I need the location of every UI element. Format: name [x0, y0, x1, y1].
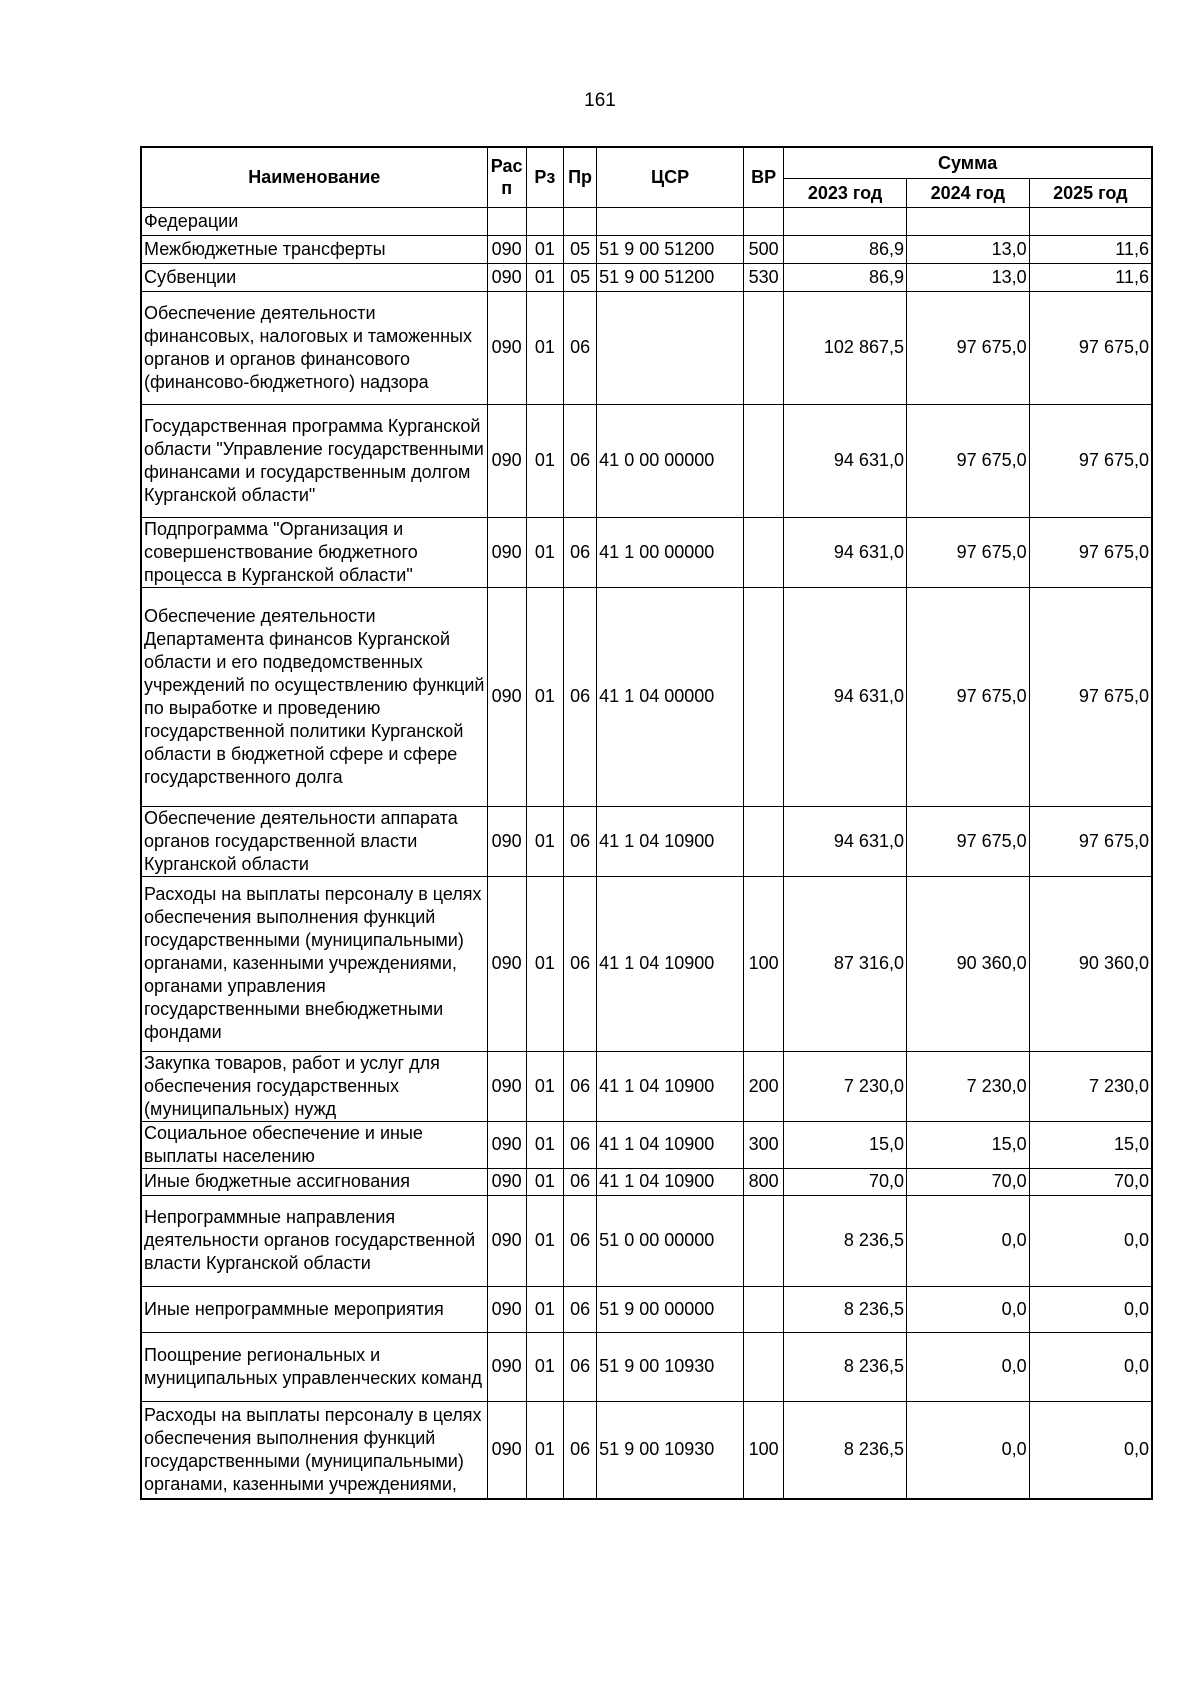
cell-name: Иные непрограммные мероприятия: [141, 1286, 487, 1332]
cell-2023: 94 631,0: [784, 587, 907, 806]
cell-2024: 7 230,0: [906, 1051, 1029, 1121]
cell-csr: 41 1 04 10900: [597, 876, 744, 1051]
cell-pr: 06: [563, 876, 596, 1051]
cell-vr: [744, 1195, 784, 1286]
cell-vr: 530: [744, 263, 784, 291]
cell-rasp: 090: [487, 1332, 526, 1401]
cell-pr: 06: [563, 1286, 596, 1332]
cell-rz: 01: [526, 1195, 563, 1286]
page-number: 161: [584, 90, 616, 111]
cell-2023: 8 236,5: [784, 1332, 907, 1401]
cell-vr: 500: [744, 235, 784, 263]
header-2023: 2023 год: [784, 178, 907, 207]
cell-name: Расходы на выплаты персоналу в целях обеспечения выполнения функций государственными (муниципальными) органами, казенными учреждениями,: [141, 1401, 487, 1499]
cell-rasp: 090: [487, 404, 526, 517]
cell-2024: 0,0: [906, 1332, 1029, 1401]
header-vr: ВР: [744, 147, 784, 207]
cell-pr: 06: [563, 587, 596, 806]
cell-2024: 97 675,0: [906, 291, 1029, 404]
cell-2024: 0,0: [906, 1286, 1029, 1332]
cell-rz: 01: [526, 587, 563, 806]
cell-rz: 01: [526, 404, 563, 517]
cell-2024: 0,0: [906, 1195, 1029, 1286]
cell-csr: 51 9 00 51200: [597, 235, 744, 263]
cell-2023: 7 230,0: [784, 1051, 907, 1121]
cell-pr: 06: [563, 404, 596, 517]
cell-vr: [744, 404, 784, 517]
table-row: [141, 517, 1152, 587]
header-rasp-line2: п: [501, 178, 513, 199]
cell-pr: 05: [563, 263, 596, 291]
cell-name: Закупка товаров, работ и услуг для обеспечения государственных (муниципальных) нужд: [141, 1051, 487, 1121]
table-row: [141, 1286, 1152, 1332]
cell-pr: 06: [563, 517, 596, 587]
table-row: [141, 1051, 1152, 1121]
header-sum: Сумма: [784, 147, 1152, 178]
cell-csr: 51 9 00 00000: [597, 1286, 744, 1332]
cell-2023: 94 631,0: [784, 517, 907, 587]
cell-2025: 11,6: [1029, 263, 1152, 291]
cell-2025: 97 675,0: [1029, 587, 1152, 806]
cell-rasp: 090: [487, 1195, 526, 1286]
cell-vr: 200: [744, 1051, 784, 1121]
cell-csr: 41 1 00 00000: [597, 517, 744, 587]
cell-vr: [744, 1332, 784, 1401]
cell-name: Поощрение региональных и муниципальных управленческих команд: [141, 1332, 487, 1401]
cell-rz: [526, 207, 563, 235]
cell-vr: [744, 1286, 784, 1332]
table-row: [141, 876, 1152, 1051]
cell-2023: 94 631,0: [784, 404, 907, 517]
cell-csr: 41 1 04 00000: [597, 587, 744, 806]
cell-name: Обеспечение деятельности финансовых, налоговых и таможенных органов и органов финансового (финансово-бюджетного) надзора: [141, 291, 487, 404]
cell-2024: 97 675,0: [906, 587, 1029, 806]
cell-name: Межбюджетные трансферты: [141, 235, 487, 263]
cell-rasp: 090: [487, 1286, 526, 1332]
cell-vr: 100: [744, 1401, 784, 1499]
cell-rasp: 090: [487, 1121, 526, 1168]
cell-2023: 70,0: [784, 1168, 907, 1195]
cell-name: Расходы на выплаты персоналу в целях обеспечения выполнения функций государственными (муниципальными) органами, казенными учреждениями, органами управления государственными внебюджетными фондами: [141, 876, 487, 1051]
cell-2024: 0,0: [906, 1401, 1029, 1499]
cell-rz: 01: [526, 1401, 563, 1499]
cell-2023: 8 236,5: [784, 1195, 907, 1286]
cell-vr: [744, 207, 784, 235]
cell-2023: 86,9: [784, 235, 907, 263]
header-name: Наименование: [141, 147, 487, 207]
table-row: [141, 263, 1152, 291]
cell-vr: [744, 806, 784, 876]
header-csr: ЦСР: [597, 147, 744, 207]
cell-2024: 15,0: [906, 1121, 1029, 1168]
table-row: [141, 235, 1152, 263]
cell-rasp: 090: [487, 587, 526, 806]
table-row: [141, 207, 1152, 235]
cell-2023: [784, 207, 907, 235]
table-row: [141, 1121, 1152, 1168]
cell-name: Непрограммные направления деятельности органов государственной власти Курганской области: [141, 1195, 487, 1286]
header-rasp-line1: Рас: [490, 156, 523, 177]
cell-csr: 51 9 00 10930: [597, 1332, 744, 1401]
cell-2024: [906, 207, 1029, 235]
table-body: [141, 207, 1152, 1499]
cell-pr: 06: [563, 1332, 596, 1401]
cell-pr: 06: [563, 806, 596, 876]
cell-pr: [563, 207, 596, 235]
cell-name: Государственная программа Курганской области "Управление государственными финансами и государственным долгом Курганской области": [141, 404, 487, 517]
cell-vr: 100: [744, 876, 784, 1051]
table-row: [141, 291, 1152, 404]
cell-name: Обеспечение деятельности аппарата органов государственной власти Курганской области: [141, 806, 487, 876]
cell-csr: 51 9 00 51200: [597, 263, 744, 291]
cell-2023: 15,0: [784, 1121, 907, 1168]
cell-rasp: 090: [487, 235, 526, 263]
cell-csr: [597, 291, 744, 404]
cell-rasp: [487, 207, 526, 235]
cell-2025: [1029, 207, 1152, 235]
cell-rz: 01: [526, 1286, 563, 1332]
cell-2024: 70,0: [906, 1168, 1029, 1195]
cell-2023: 102 867,5: [784, 291, 907, 404]
cell-name: Федерации: [141, 207, 487, 235]
cell-name: Подпрограмма "Организация и совершенствование бюджетного процесса в Курганской области": [141, 517, 487, 587]
table-row: [141, 404, 1152, 517]
cell-rasp: 090: [487, 517, 526, 587]
cell-2025: 7 230,0: [1029, 1051, 1152, 1121]
cell-rz: 01: [526, 1051, 563, 1121]
cell-rz: 01: [526, 806, 563, 876]
table-row: [141, 1332, 1152, 1401]
cell-vr: [744, 587, 784, 806]
cell-rz: 01: [526, 1332, 563, 1401]
table-row: [141, 1401, 1152, 1499]
table-row: [141, 1195, 1152, 1286]
table-row: [141, 806, 1152, 876]
cell-2024: 13,0: [906, 235, 1029, 263]
table-row: [141, 1168, 1152, 1195]
cell-2025: 0,0: [1029, 1401, 1152, 1499]
cell-2025: 0,0: [1029, 1286, 1152, 1332]
cell-rz: 01: [526, 1121, 563, 1168]
cell-csr: 41 1 04 10900: [597, 806, 744, 876]
cell-pr: 05: [563, 235, 596, 263]
cell-rasp: 090: [487, 876, 526, 1051]
cell-2025: 70,0: [1029, 1168, 1152, 1195]
cell-2025: 97 675,0: [1029, 291, 1152, 404]
cell-rz: 01: [526, 1168, 563, 1195]
cell-2024: 97 675,0: [906, 404, 1029, 517]
cell-csr: 51 0 00 00000: [597, 1195, 744, 1286]
cell-rz: 01: [526, 235, 563, 263]
budget-table: [140, 146, 1153, 1500]
cell-name: Обеспечение деятельности Департамента финансов Курганской области и его подведомственных учреждений по осуществлению функций по выработке и проведению государственной политики Курганской области в бюджетной сфере и сфере государственного долга: [141, 587, 487, 806]
cell-rz: 01: [526, 876, 563, 1051]
cell-rasp: 090: [487, 1401, 526, 1499]
cell-vr: 800: [744, 1168, 784, 1195]
cell-name: Субвенции: [141, 263, 487, 291]
cell-2025: 11,6: [1029, 235, 1152, 263]
cell-2025: 90 360,0: [1029, 876, 1152, 1051]
cell-rasp: 090: [487, 806, 526, 876]
cell-pr: 06: [563, 291, 596, 404]
cell-vr: [744, 517, 784, 587]
header-2024: 2024 год: [906, 178, 1029, 207]
header-rasp: [487, 147, 526, 207]
cell-2025: 97 675,0: [1029, 517, 1152, 587]
cell-rasp: 090: [487, 1168, 526, 1195]
cell-rasp: 090: [487, 263, 526, 291]
cell-pr: 06: [563, 1168, 596, 1195]
cell-rz: 01: [526, 263, 563, 291]
header-rz: Рз: [526, 147, 563, 207]
cell-2025: 97 675,0: [1029, 806, 1152, 876]
table-row: [141, 587, 1152, 806]
cell-pr: 06: [563, 1401, 596, 1499]
cell-csr: 41 1 04 10900: [597, 1051, 744, 1121]
cell-2023: 86,9: [784, 263, 907, 291]
cell-2023: 8 236,5: [784, 1401, 907, 1499]
cell-csr: [597, 207, 744, 235]
cell-2023: 94 631,0: [784, 806, 907, 876]
cell-2024: 97 675,0: [906, 806, 1029, 876]
cell-csr: 51 9 00 10930: [597, 1401, 744, 1499]
cell-vr: 300: [744, 1121, 784, 1168]
header-pr: Пр: [563, 147, 596, 207]
cell-2024: 13,0: [906, 263, 1029, 291]
cell-rz: 01: [526, 517, 563, 587]
cell-csr: 41 1 04 10900: [597, 1168, 744, 1195]
cell-2023: 8 236,5: [784, 1286, 907, 1332]
cell-csr: 41 0 00 00000: [597, 404, 744, 517]
cell-pr: 06: [563, 1195, 596, 1286]
cell-csr: 41 1 04 10900: [597, 1121, 744, 1168]
cell-2024: 90 360,0: [906, 876, 1029, 1051]
cell-2023: 87 316,0: [784, 876, 907, 1051]
header-2025: 2025 год: [1029, 178, 1152, 207]
cell-vr: [744, 291, 784, 404]
cell-pr: 06: [563, 1121, 596, 1168]
cell-name: Социальное обеспечение и иные выплаты населению: [141, 1121, 487, 1168]
cell-rz: 01: [526, 291, 563, 404]
cell-rasp: 090: [487, 1051, 526, 1121]
cell-2025: 0,0: [1029, 1332, 1152, 1401]
cell-name: Иные бюджетные ассигнования: [141, 1168, 487, 1195]
cell-2024: 97 675,0: [906, 517, 1029, 587]
cell-2025: 0,0: [1029, 1195, 1152, 1286]
cell-2025: 15,0: [1029, 1121, 1152, 1168]
cell-pr: 06: [563, 1051, 596, 1121]
cell-2025: 97 675,0: [1029, 404, 1152, 517]
cell-rasp: 090: [487, 291, 526, 404]
